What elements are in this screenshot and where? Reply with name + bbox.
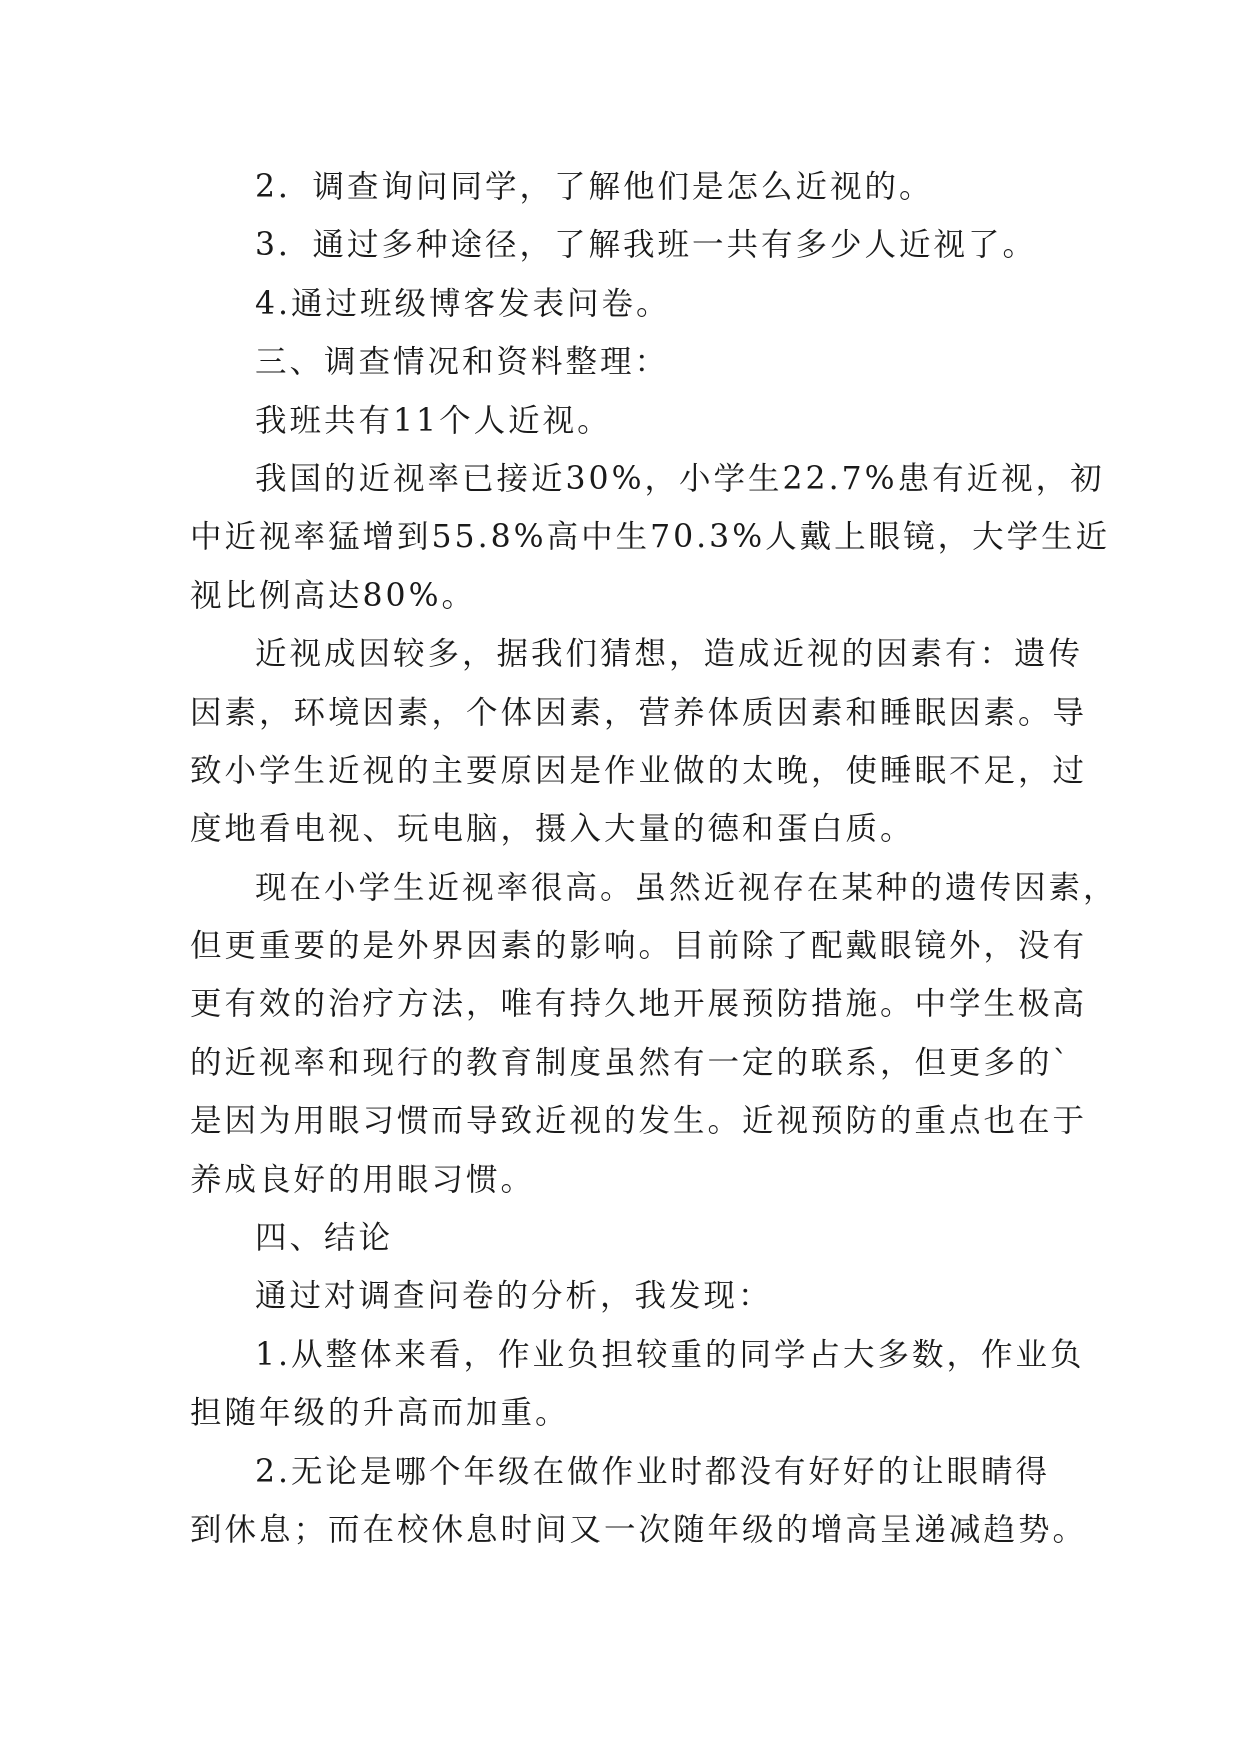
text-line: 中近视率猛增到55.8%高中生70.3%人戴上眼镜，大学生近 xyxy=(190,519,1111,556)
text-line: 的近视率和现行的教育制度虽然有一定的联系，但更多的` xyxy=(190,1044,1072,1081)
text-line: 2.无论是哪个年级在做作业时都没有好好的让眼睛得 xyxy=(255,1453,1051,1490)
text-line: 视比例高达80%。 xyxy=(190,577,477,614)
document-body xyxy=(190,158,1118,1559)
text-line: 2．调查询问同学，了解他们是怎么近视的。 xyxy=(255,169,934,205)
text-line: 更有效的治疗方法，唯有持久地开展预防措施。中学生极高 xyxy=(190,986,1088,1023)
text-line: 度地看电视、玩电脑，摄入大量的德和蛋白质。 xyxy=(190,811,915,848)
text-line: 到休息；而在校休息时间又一次随年级的增高呈递减趋势。 xyxy=(190,1511,1088,1548)
text-line: 四、结论 xyxy=(255,1220,394,1257)
text-line: 养成良好的用眼习惯。 xyxy=(190,1161,536,1198)
text-line: 通过对调查问卷的分析，我发现： xyxy=(255,1278,773,1315)
text-line: 我班共有11个人近视。 xyxy=(255,402,612,439)
text-line: 1.从整体来看，作业负担较重的同学占大多数，作业负 xyxy=(255,1336,1085,1373)
text-line: 但更重要的是外界因素的影响。目前除了配戴眼镜外，没有 xyxy=(190,928,1088,965)
text-line: 三、调查情况和资料整理： xyxy=(255,344,670,381)
text-line: 我国的近视率已接近30%，小学生22.7%患有近视，初 xyxy=(255,460,1105,497)
text-line: 是因为用眼习惯而导致近视的发生。近视预防的重点也在于 xyxy=(190,1103,1088,1140)
text-line: 4.通过班级博客发表问卷。 xyxy=(255,285,671,322)
text-line: 因素，环境因素，个体因素，营养体质因素和睡眠因素。导 xyxy=(190,694,1088,731)
text-line: 担随年级的升高而加重。 xyxy=(190,1395,570,1432)
text-line: 现在小学生近视率很高。虽然近视存在某种的遗传因素， xyxy=(255,869,1118,906)
text-line: 近视成因较多，据我们猜想，造成近视的因素有：遗传 xyxy=(255,636,1084,673)
text-line: 3．通过多种途径，了解我班一共有多少人近视了。 xyxy=(255,227,1038,264)
text-line: 致小学生近视的主要原因是作业做的太晚，使睡眠不足，过 xyxy=(190,752,1088,789)
